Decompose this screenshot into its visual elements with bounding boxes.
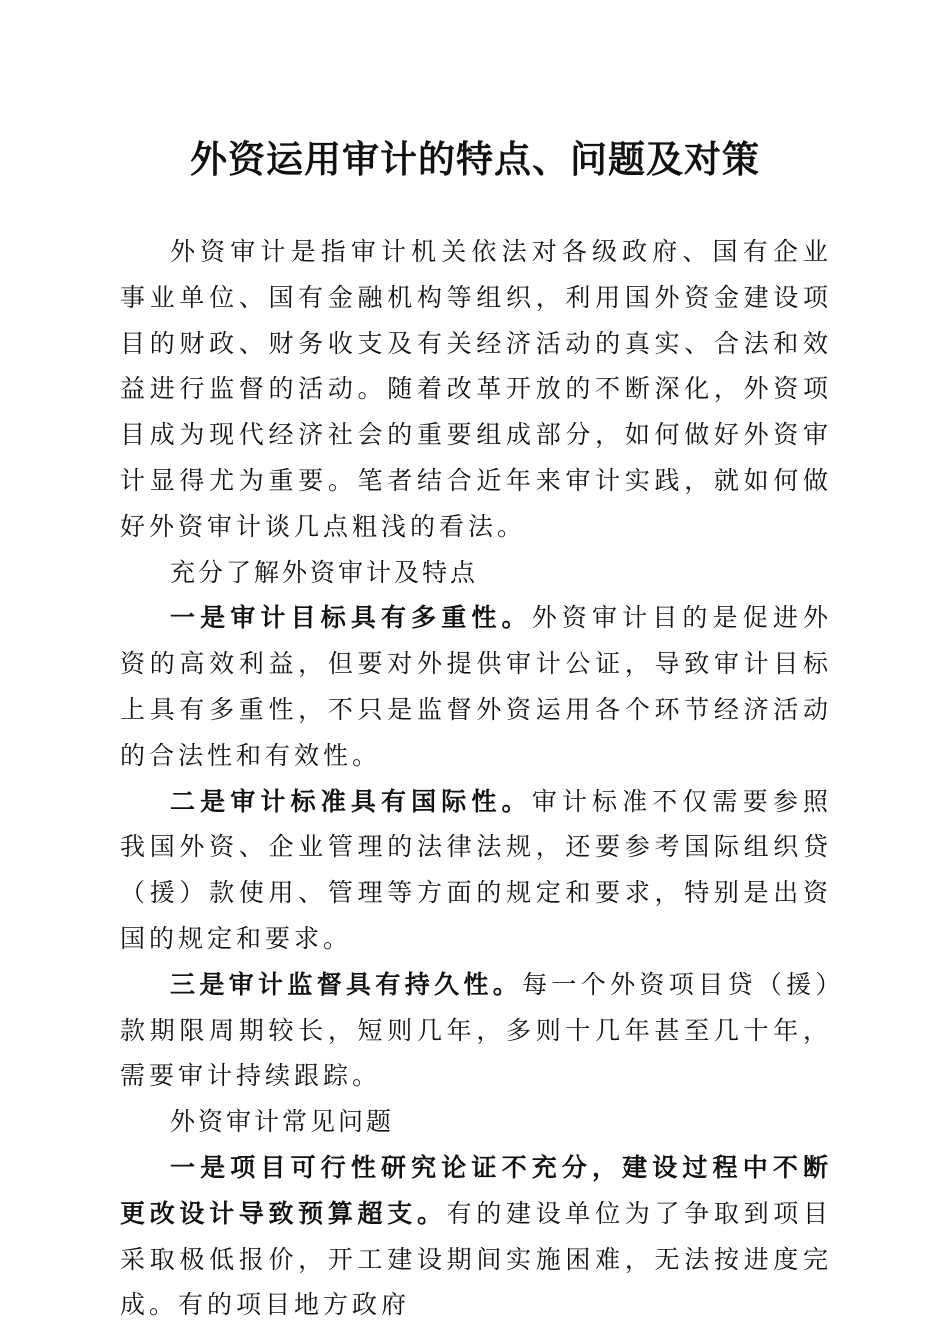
section-heading-text: 充分了解外资审计及特点 bbox=[170, 557, 479, 587]
problem-paragraph-1 bbox=[120, 1145, 832, 1328]
paragraph-lead: 三是审计监督具有持久性。 bbox=[170, 969, 523, 999]
paragraph-text: 外资审计目的是促进外资的高效利益，但要对外提供审计公证，导致审计目标上具有多重性，不只是监督外资运用各个环节经济活动的合法性和有效性。 bbox=[120, 603, 832, 770]
section-heading-text: 外资审计常见问题 bbox=[170, 1107, 395, 1137]
paragraph-lead: 一是项目可行性研究论证不充分，建设过程中不断更改设计导致预算超支。 bbox=[120, 1152, 832, 1228]
feature-paragraph-3 bbox=[120, 962, 832, 1099]
paragraph-lead: 一是审计目标具有多重性。 bbox=[170, 603, 532, 633]
section-heading-features bbox=[120, 550, 832, 596]
feature-paragraph-1 bbox=[120, 595, 832, 778]
paragraph-text: 外资审计是指审计机关依法对各级政府、国有企业事业单位、国有金融机构等组织，利用国外资金建设项目的财政、财务收支及有关经济活动的真实、合法和效益进行监督的活动。随着改革开放的不断深化，外资项目成为现代经济社会的重要组成部分，如何做好外资审计显得尤为重要。笔者结合近年来审计实践，就如何做好外资审计谈几点粗浅的看法。 bbox=[120, 237, 832, 541]
document-body bbox=[120, 229, 832, 1328]
paragraph-text: 审计标准不仅需要参照我国外资、企业管理的法律法规，还要参考国际组织贷（援）款使用、管理等方面的规定和要求，特别是出资国的规定和要求。 bbox=[120, 786, 832, 953]
feature-paragraph-2 bbox=[120, 779, 832, 962]
intro-paragraph bbox=[120, 229, 832, 550]
paragraph-text: 每一个外资项目贷（援）款期限周期较长，短则几年，多则十几年甚至几十年，需要审计持续跟踪。 bbox=[120, 969, 832, 1091]
document-title: 外资运用审计的特点、问题及对策 bbox=[190, 137, 760, 181]
section-heading-problems bbox=[120, 1099, 832, 1145]
paragraph-lead: 二是审计标准具有国际性。 bbox=[170, 786, 532, 816]
paragraph-text: 有的建设单位为了争取到项目采取极低报价，开工建设期间实施困难，无法按进度完成。有的项目地方政府 bbox=[120, 1198, 832, 1320]
